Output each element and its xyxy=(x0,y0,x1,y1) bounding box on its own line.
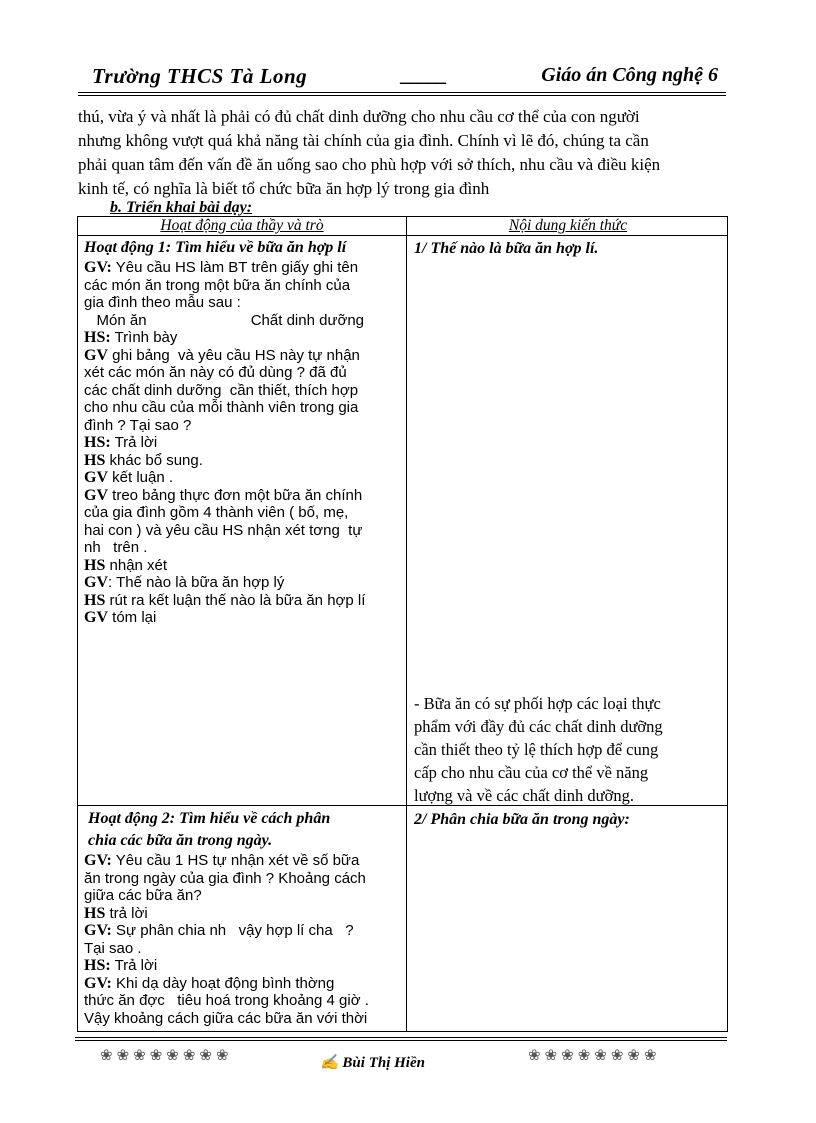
speaker-tag: GV xyxy=(84,469,108,486)
intro-line: thú, vừa ý và nhất là phải có đủ chất dinh dưỡng cho nhu cầu cơ thể của con người xyxy=(78,107,640,126)
line-text: : Thế nào là bữa ăn hợp lý xyxy=(108,574,285,591)
line-text: Trình bày xyxy=(110,329,178,346)
section-title: b. Triển khai bài dạy: xyxy=(110,199,253,216)
speaker-tag: GV: xyxy=(84,259,112,276)
subject-title: Giáo án Công nghệ 6 xyxy=(541,64,718,86)
footer-rule-thin xyxy=(75,1040,727,1041)
activity-line xyxy=(84,452,402,470)
activity-line xyxy=(84,434,402,452)
line-text: Trả lời xyxy=(110,957,158,974)
activity-1-lines xyxy=(84,259,402,627)
activity-line xyxy=(84,382,402,400)
intro-line: phải quan tâm đến vấn đề ăn uống sao cho phù hợp với sở thích, nhu cầu và điều kiện xyxy=(78,155,661,174)
line-text: các món ăn trong một bữa ăn chính của xyxy=(84,276,351,294)
speaker-tag: GV xyxy=(84,609,108,626)
speaker-tag: GV xyxy=(84,486,108,504)
speaker-tag: HS: xyxy=(84,957,111,974)
activity-line xyxy=(84,905,402,923)
line-text: Yêu cầu HS làm BT trên giấy ghi tên xyxy=(111,259,359,276)
activity-line xyxy=(84,992,402,1010)
activity-2-title-line: Hoạt động 2: Tìm hiểu về cách phân xyxy=(84,810,331,827)
author-name: ✍ Bùi Thị Hiền xyxy=(320,1055,425,1071)
activity-line xyxy=(84,364,402,382)
speaker-tag: HS xyxy=(84,556,106,574)
line-text: hai con ) và yêu cầu HS nhận xét tơng tự xyxy=(84,521,363,539)
content-1-line: phẩm với đầy đủ các chất dinh dưỡng xyxy=(414,717,663,736)
activity-line xyxy=(84,1010,402,1028)
activity-line xyxy=(84,887,402,905)
line-text: Yêu cầu 1 HS tự nhận xét về số bữa xyxy=(111,852,360,869)
line-text: Món ăn Chất dinh dưỡng xyxy=(84,311,365,329)
speaker-tag: HS: xyxy=(84,329,111,346)
activity-line xyxy=(84,399,402,417)
col-header-activities: Hoạt động của thầy và trò xyxy=(160,217,324,234)
col-header-content: Nội dung kiến thức xyxy=(508,217,628,234)
activity-line xyxy=(84,417,402,435)
speaker-tag: HS xyxy=(84,591,106,609)
speaker-tag: GV: xyxy=(84,922,112,939)
activity-2-title-line: chia các bữa ăn trong ngày. xyxy=(84,832,273,849)
line-text: Sự phân chia nh vậy hợp lí cha ? xyxy=(111,922,354,939)
activity-1-title: Hoạt động 1: Tìm hiểu về bữa ăn hợp lí xyxy=(84,239,347,256)
speaker-tag: HS xyxy=(84,904,106,922)
content-1-title-cell xyxy=(414,237,724,260)
line-text: của gia đình gồm 4 thành viên ( bố, mẹ, xyxy=(84,504,349,521)
activity-line xyxy=(84,522,402,540)
activity-line xyxy=(84,469,402,487)
line-text: Vậy khoảng cách giữa các bữa ăn với thời xyxy=(84,1009,368,1027)
activity-line xyxy=(84,922,402,940)
line-text: Khi dạ dày hoạt động bình thờng xyxy=(111,974,335,992)
line-text: đình ? Tại sao ? xyxy=(84,416,192,434)
footer-rule xyxy=(75,1037,727,1038)
content-2-title: 2/ Phân chia bữa ăn trong ngày: xyxy=(414,811,630,828)
line-text: trả lời xyxy=(105,904,148,922)
line-text: tóm lại xyxy=(108,609,157,626)
speaker-tag: GV xyxy=(84,574,108,591)
activity-line xyxy=(84,504,402,522)
speaker-tag: GV xyxy=(84,346,108,364)
line-text: giữa các bữa ăn? xyxy=(84,887,202,904)
speaker-tag: GV: xyxy=(84,852,112,869)
line-text: cho nhu cầu của mỗi thành viên trong gia xyxy=(84,399,359,416)
page-header xyxy=(78,62,726,94)
activity-line xyxy=(84,609,402,627)
line-text: treo bảng thực đơn một bữa ăn chính xyxy=(108,486,363,504)
activity-line xyxy=(84,312,402,330)
activity-line xyxy=(84,940,402,958)
content-1-line: lượng và về các chất dinh dưỡng. xyxy=(414,786,634,805)
activity-line xyxy=(84,957,402,975)
activity-line xyxy=(84,487,402,505)
line-text: gia đình theo mẫu sau : xyxy=(84,294,241,311)
line-text: ghi bảng và yêu cầu HS này tự nhận xyxy=(108,346,360,364)
intro-line: kinh tế, có nghĩa là biết tổ chức bữa ăn hợp lý trong gia đình xyxy=(78,179,490,198)
line-text: nhận xét xyxy=(105,556,168,574)
content-2-title-cell xyxy=(414,808,724,831)
line-text: kết luận . xyxy=(108,469,174,486)
activity-line xyxy=(84,574,402,592)
header-rule-thin xyxy=(78,95,726,96)
content-1-line: cấp cho nhu cầu của cơ thể về năng xyxy=(414,763,649,782)
activity-line xyxy=(84,259,402,277)
flower-ornament-right: ❀❀❀❀❀❀❀❀ xyxy=(528,1048,661,1064)
intro-line: nhưng không vượt quá khả năng tài chính của gia đình. Chính vì lẽ đó, chúng ta cần xyxy=(78,131,649,150)
line-text: nh trên . xyxy=(84,539,148,556)
activity-line xyxy=(84,852,402,870)
line-text: các chất dinh dưỡng cần thiết, thích hợp xyxy=(84,381,359,399)
content-1-line: cần thiết theo tỷ lệ thích hợp để cung xyxy=(414,740,659,759)
table-header-divider xyxy=(78,235,727,236)
line-text: thức ăn đợc tiêu hoá trong khoảng 4 giờ . xyxy=(84,992,369,1009)
line-text: Tại sao . xyxy=(84,939,142,957)
activity-line xyxy=(84,329,402,347)
activity-line xyxy=(84,347,402,365)
line-text: ăn trong ngày của gia đình ? Khoảng cách xyxy=(84,869,366,887)
header-rule xyxy=(78,92,726,93)
intro-paragraph xyxy=(78,105,730,201)
activity-line xyxy=(84,975,402,993)
activity-line xyxy=(84,870,402,888)
content-1-line: - Bữa ăn có sự phối hợp các loại thực xyxy=(414,694,661,713)
line-text: xét các món ăn này có đủ dùng ? đã đủ xyxy=(84,364,347,381)
activity-line xyxy=(84,592,402,610)
activity-1-cell xyxy=(84,237,402,627)
activity-2-cell xyxy=(84,808,402,1027)
line-text: khác bổ sung. xyxy=(105,451,203,469)
lesson-table xyxy=(77,216,728,1032)
content-1-title: 1/ Thế nào là bữa ăn hợp lí. xyxy=(414,240,599,257)
school-name: Trường THCS Tà Long xyxy=(92,64,308,88)
speaker-tag: HS xyxy=(84,451,106,469)
activity-line xyxy=(84,557,402,575)
table-column-divider xyxy=(406,217,407,1031)
speaker-tag: GV: xyxy=(84,974,112,992)
flower-ornament-left: ❀❀❀❀❀❀❀❀ xyxy=(100,1048,233,1064)
activity-2-lines xyxy=(84,852,402,1027)
header-dash: _____ xyxy=(400,64,445,86)
activity-line xyxy=(84,277,402,295)
content-1-body xyxy=(414,692,724,807)
activity-line xyxy=(84,539,402,557)
speaker-tag: HS: xyxy=(84,434,111,451)
line-text: Trả lời xyxy=(110,434,158,451)
activity-line xyxy=(84,294,402,312)
line-text: rút ra kết luận thế nào là bữa ăn hợp lí xyxy=(105,591,366,609)
